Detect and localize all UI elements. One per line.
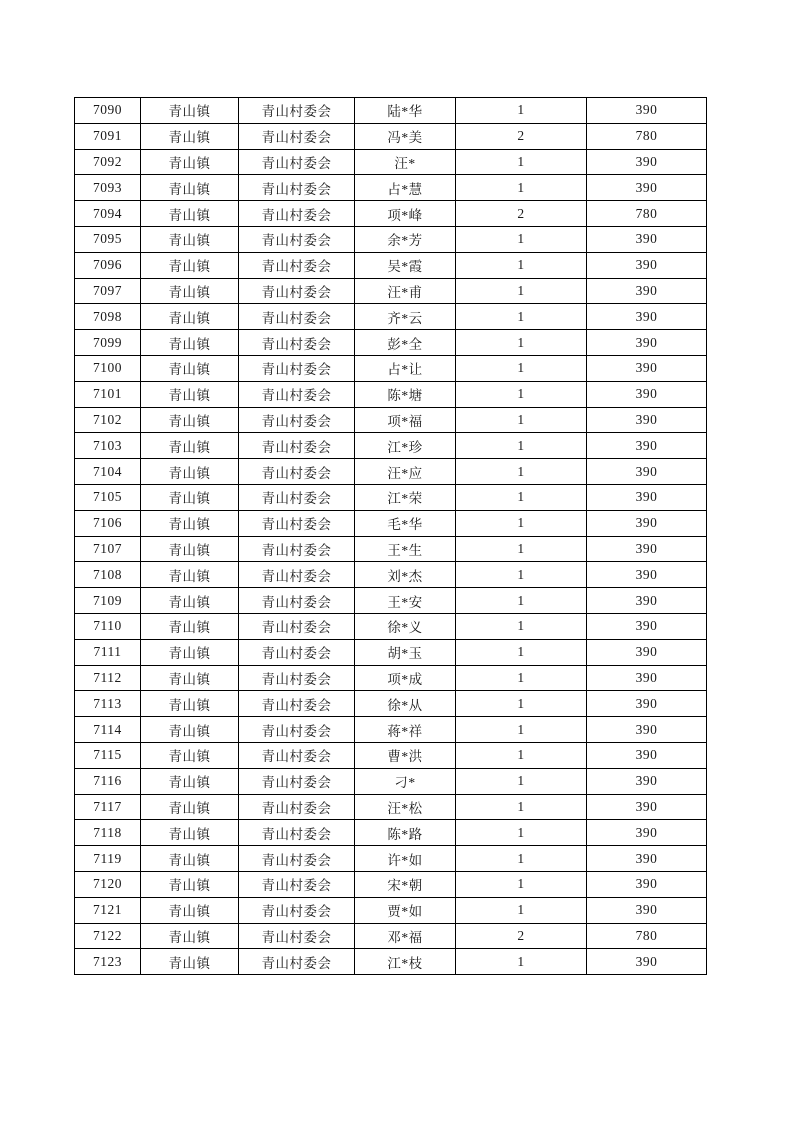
cell-id: 7111 [75, 639, 141, 665]
table-row [75, 252, 707, 278]
cell-name: 余*芳 [355, 226, 456, 252]
cell-amount: 390 [587, 665, 707, 691]
cell-committee: 青山村委会 [239, 175, 355, 201]
cell-amount: 780 [587, 201, 707, 227]
cell-amount: 390 [587, 768, 707, 794]
cell-town: 青山镇 [141, 794, 239, 820]
cell-amount: 390 [587, 613, 707, 639]
cell-committee: 青山村委会 [239, 742, 355, 768]
table-row [75, 433, 707, 459]
cell-town: 青山镇 [141, 330, 239, 356]
cell-name: 冯*美 [355, 123, 456, 149]
cell-town: 青山镇 [141, 484, 239, 510]
cell-id: 7105 [75, 484, 141, 510]
table-row [75, 691, 707, 717]
cell-count: 1 [456, 562, 587, 588]
cell-town: 青山镇 [141, 613, 239, 639]
cell-amount: 390 [587, 304, 707, 330]
cell-amount: 780 [587, 123, 707, 149]
cell-count: 1 [456, 691, 587, 717]
cell-name: 刁* [355, 768, 456, 794]
cell-amount: 390 [587, 949, 707, 975]
cell-committee: 青山村委会 [239, 484, 355, 510]
cell-town: 青山镇 [141, 665, 239, 691]
cell-amount: 390 [587, 562, 707, 588]
cell-count: 1 [456, 407, 587, 433]
cell-name: 胡*玉 [355, 639, 456, 665]
cell-town: 青山镇 [141, 149, 239, 175]
cell-id: 7097 [75, 278, 141, 304]
cell-name: 项*福 [355, 407, 456, 433]
cell-id: 7113 [75, 691, 141, 717]
table-row [75, 381, 707, 407]
cell-committee: 青山村委会 [239, 330, 355, 356]
cell-name: 江*荣 [355, 484, 456, 510]
table-row [75, 717, 707, 743]
table-row [75, 742, 707, 768]
cell-id: 7098 [75, 304, 141, 330]
cell-count: 1 [456, 897, 587, 923]
cell-count: 1 [456, 98, 587, 124]
cell-id: 7123 [75, 949, 141, 975]
cell-committee: 青山村委会 [239, 562, 355, 588]
cell-name: 蒋*祥 [355, 717, 456, 743]
cell-count: 1 [456, 871, 587, 897]
cell-id: 7103 [75, 433, 141, 459]
cell-amount: 390 [587, 794, 707, 820]
cell-count: 1 [456, 768, 587, 794]
cell-count: 2 [456, 923, 587, 949]
cell-amount: 390 [587, 691, 707, 717]
cell-town: 青山镇 [141, 820, 239, 846]
cell-id: 7102 [75, 407, 141, 433]
cell-town: 青山镇 [141, 459, 239, 485]
table-row [75, 846, 707, 872]
cell-committee: 青山村委会 [239, 665, 355, 691]
cell-id: 7107 [75, 536, 141, 562]
cell-committee: 青山村委会 [239, 98, 355, 124]
cell-amount: 390 [587, 149, 707, 175]
cell-committee: 青山村委会 [239, 226, 355, 252]
table-row [75, 355, 707, 381]
cell-committee: 青山村委会 [239, 510, 355, 536]
cell-town: 青山镇 [141, 175, 239, 201]
table-row [75, 949, 707, 975]
cell-town: 青山镇 [141, 949, 239, 975]
cell-town: 青山镇 [141, 304, 239, 330]
cell-town: 青山镇 [141, 433, 239, 459]
cell-id: 7093 [75, 175, 141, 201]
cell-name: 曹*洪 [355, 742, 456, 768]
table-row [75, 588, 707, 614]
cell-id: 7108 [75, 562, 141, 588]
cell-town: 青山镇 [141, 923, 239, 949]
cell-id: 7090 [75, 98, 141, 124]
cell-amount: 390 [587, 846, 707, 872]
cell-count: 1 [456, 381, 587, 407]
cell-name: 项*峰 [355, 201, 456, 227]
cell-name: 徐*义 [355, 613, 456, 639]
cell-committee: 青山村委会 [239, 588, 355, 614]
cell-name: 贾*如 [355, 897, 456, 923]
cell-id: 7091 [75, 123, 141, 149]
cell-committee: 青山村委会 [239, 691, 355, 717]
cell-name: 陆*华 [355, 98, 456, 124]
cell-count: 2 [456, 123, 587, 149]
cell-amount: 390 [587, 98, 707, 124]
cell-amount: 390 [587, 355, 707, 381]
table-row [75, 484, 707, 510]
cell-amount: 390 [587, 175, 707, 201]
cell-committee: 青山村委会 [239, 407, 355, 433]
cell-id: 7117 [75, 794, 141, 820]
cell-id: 7120 [75, 871, 141, 897]
beneficiary-table [74, 97, 707, 975]
table-row [75, 459, 707, 485]
cell-count: 2 [456, 201, 587, 227]
cell-amount: 390 [587, 820, 707, 846]
cell-committee: 青山村委会 [239, 613, 355, 639]
cell-town: 青山镇 [141, 742, 239, 768]
table-row [75, 510, 707, 536]
cell-name: 吴*霞 [355, 252, 456, 278]
cell-town: 青山镇 [141, 536, 239, 562]
table-row [75, 149, 707, 175]
cell-count: 1 [456, 433, 587, 459]
cell-amount: 390 [587, 639, 707, 665]
cell-town: 青山镇 [141, 510, 239, 536]
cell-town: 青山镇 [141, 897, 239, 923]
cell-name: 王*生 [355, 536, 456, 562]
cell-id: 7114 [75, 717, 141, 743]
table-row [75, 639, 707, 665]
cell-committee: 青山村委会 [239, 639, 355, 665]
cell-name: 邓*福 [355, 923, 456, 949]
cell-town: 青山镇 [141, 355, 239, 381]
cell-name: 齐*云 [355, 304, 456, 330]
table-row [75, 226, 707, 252]
cell-name: 项*成 [355, 665, 456, 691]
cell-amount: 390 [587, 252, 707, 278]
table-row [75, 871, 707, 897]
cell-amount: 390 [587, 407, 707, 433]
cell-committee: 青山村委会 [239, 123, 355, 149]
cell-id: 7095 [75, 226, 141, 252]
table-row [75, 897, 707, 923]
cell-id: 7092 [75, 149, 141, 175]
cell-name: 汪*甫 [355, 278, 456, 304]
cell-committee: 青山村委会 [239, 768, 355, 794]
table-row [75, 123, 707, 149]
cell-amount: 780 [587, 923, 707, 949]
cell-count: 1 [456, 665, 587, 691]
cell-id: 7104 [75, 459, 141, 485]
cell-amount: 390 [587, 484, 707, 510]
cell-committee: 青山村委会 [239, 201, 355, 227]
cell-committee: 青山村委会 [239, 459, 355, 485]
cell-count: 1 [456, 355, 587, 381]
cell-amount: 390 [587, 742, 707, 768]
cell-amount: 390 [587, 588, 707, 614]
table-row [75, 794, 707, 820]
cell-name: 许*如 [355, 846, 456, 872]
cell-town: 青山镇 [141, 252, 239, 278]
cell-committee: 青山村委会 [239, 149, 355, 175]
cell-town: 青山镇 [141, 123, 239, 149]
table-row [75, 278, 707, 304]
cell-committee: 青山村委会 [239, 381, 355, 407]
cell-amount: 390 [587, 226, 707, 252]
cell-id: 7116 [75, 768, 141, 794]
cell-count: 1 [456, 949, 587, 975]
cell-committee: 青山村委会 [239, 252, 355, 278]
cell-name: 汪*应 [355, 459, 456, 485]
cell-town: 青山镇 [141, 588, 239, 614]
cell-town: 青山镇 [141, 278, 239, 304]
cell-id: 7099 [75, 330, 141, 356]
table-row [75, 98, 707, 124]
cell-id: 7109 [75, 588, 141, 614]
cell-id: 7100 [75, 355, 141, 381]
cell-id: 7106 [75, 510, 141, 536]
cell-committee: 青山村委会 [239, 820, 355, 846]
table-row [75, 820, 707, 846]
cell-id: 7101 [75, 381, 141, 407]
cell-amount: 390 [587, 717, 707, 743]
cell-id: 7096 [75, 252, 141, 278]
table-row [75, 330, 707, 356]
cell-id: 7110 [75, 613, 141, 639]
cell-amount: 390 [587, 536, 707, 562]
cell-count: 1 [456, 742, 587, 768]
table-row [75, 536, 707, 562]
cell-town: 青山镇 [141, 639, 239, 665]
cell-committee: 青山村委会 [239, 355, 355, 381]
cell-committee: 青山村委会 [239, 536, 355, 562]
cell-committee: 青山村委会 [239, 897, 355, 923]
cell-name: 王*安 [355, 588, 456, 614]
cell-count: 1 [456, 459, 587, 485]
cell-count: 1 [456, 794, 587, 820]
cell-count: 1 [456, 304, 587, 330]
cell-count: 1 [456, 820, 587, 846]
cell-name: 毛*华 [355, 510, 456, 536]
cell-count: 1 [456, 510, 587, 536]
cell-town: 青山镇 [141, 691, 239, 717]
table-row [75, 665, 707, 691]
cell-name: 陈*塘 [355, 381, 456, 407]
cell-count: 1 [456, 484, 587, 510]
cell-name: 江*枝 [355, 949, 456, 975]
table-row [75, 304, 707, 330]
cell-id: 7119 [75, 846, 141, 872]
cell-town: 青山镇 [141, 407, 239, 433]
table-row [75, 562, 707, 588]
cell-amount: 390 [587, 897, 707, 923]
cell-id: 7112 [75, 665, 141, 691]
cell-count: 1 [456, 278, 587, 304]
cell-town: 青山镇 [141, 98, 239, 124]
table-row [75, 407, 707, 433]
cell-name: 徐*从 [355, 691, 456, 717]
cell-name: 汪* [355, 149, 456, 175]
cell-amount: 390 [587, 459, 707, 485]
cell-town: 青山镇 [141, 226, 239, 252]
table-row [75, 768, 707, 794]
table-row [75, 923, 707, 949]
cell-town: 青山镇 [141, 562, 239, 588]
cell-count: 1 [456, 588, 587, 614]
cell-amount: 390 [587, 510, 707, 536]
cell-committee: 青山村委会 [239, 846, 355, 872]
cell-count: 1 [456, 252, 587, 278]
cell-committee: 青山村委会 [239, 923, 355, 949]
cell-count: 1 [456, 536, 587, 562]
cell-id: 7122 [75, 923, 141, 949]
cell-id: 7094 [75, 201, 141, 227]
cell-town: 青山镇 [141, 201, 239, 227]
cell-amount: 390 [587, 381, 707, 407]
cell-name: 宋*朝 [355, 871, 456, 897]
table-row [75, 613, 707, 639]
cell-committee: 青山村委会 [239, 794, 355, 820]
cell-count: 1 [456, 846, 587, 872]
cell-name: 江*珍 [355, 433, 456, 459]
cell-id: 7118 [75, 820, 141, 846]
cell-committee: 青山村委会 [239, 278, 355, 304]
cell-committee: 青山村委会 [239, 304, 355, 330]
cell-count: 1 [456, 149, 587, 175]
cell-town: 青山镇 [141, 717, 239, 743]
cell-committee: 青山村委会 [239, 949, 355, 975]
table-body [75, 98, 707, 975]
cell-town: 青山镇 [141, 381, 239, 407]
cell-town: 青山镇 [141, 846, 239, 872]
cell-amount: 390 [587, 330, 707, 356]
cell-count: 1 [456, 639, 587, 665]
cell-count: 1 [456, 613, 587, 639]
cell-town: 青山镇 [141, 871, 239, 897]
cell-count: 1 [456, 226, 587, 252]
cell-count: 1 [456, 330, 587, 356]
cell-amount: 390 [587, 433, 707, 459]
cell-name: 彭*全 [355, 330, 456, 356]
cell-name: 汪*松 [355, 794, 456, 820]
cell-name: 占*让 [355, 355, 456, 381]
cell-committee: 青山村委会 [239, 433, 355, 459]
cell-amount: 390 [587, 871, 707, 897]
cell-committee: 青山村委会 [239, 717, 355, 743]
cell-name: 陈*路 [355, 820, 456, 846]
cell-town: 青山镇 [141, 768, 239, 794]
cell-count: 1 [456, 717, 587, 743]
cell-committee: 青山村委会 [239, 871, 355, 897]
cell-id: 7115 [75, 742, 141, 768]
cell-name: 占*慧 [355, 175, 456, 201]
cell-id: 7121 [75, 897, 141, 923]
table-row [75, 201, 707, 227]
table-row [75, 175, 707, 201]
cell-count: 1 [456, 175, 587, 201]
cell-amount: 390 [587, 278, 707, 304]
cell-name: 刘*杰 [355, 562, 456, 588]
